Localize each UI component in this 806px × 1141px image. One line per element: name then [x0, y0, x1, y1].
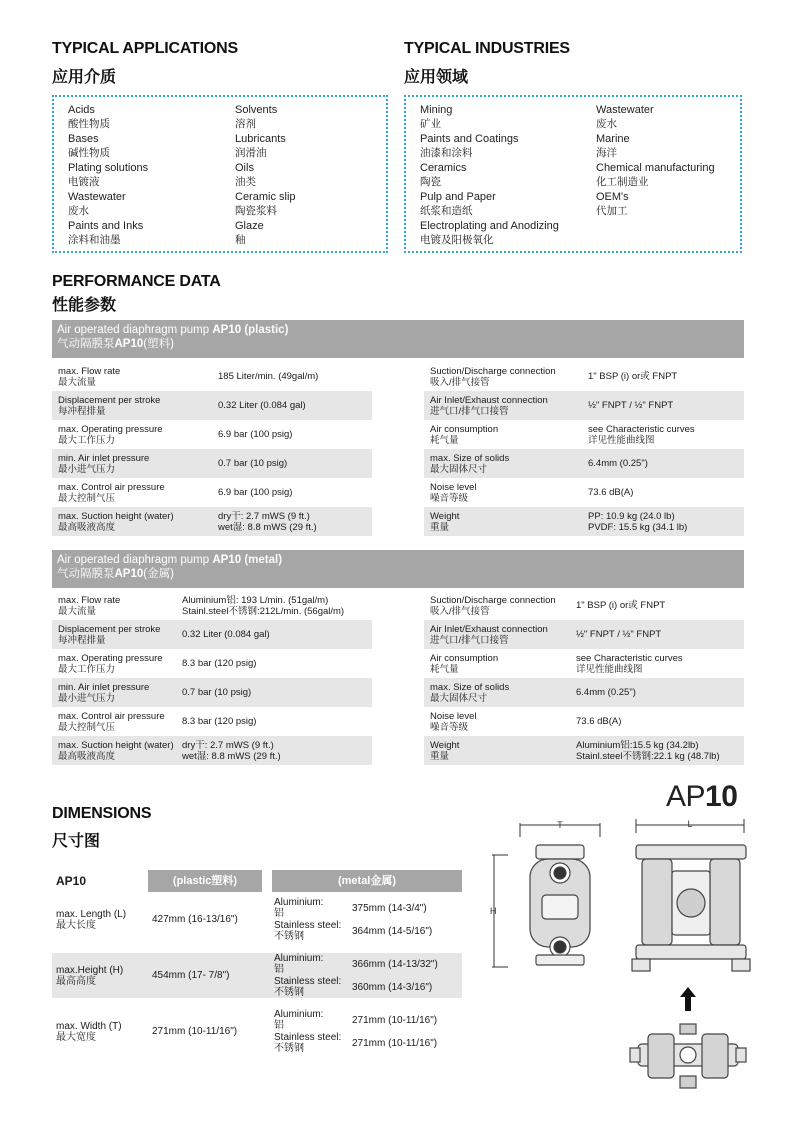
list-item-label: Solvents	[235, 104, 278, 116]
metal-value	[352, 953, 462, 975]
value-line1: 6.4mm (0.25")	[576, 687, 636, 698]
table-row	[52, 620, 372, 649]
parameter-name-cn: 重量	[430, 521, 450, 533]
value-line1: 8.3 bar (120 psig)	[182, 716, 257, 727]
parameter-name-cn: 最小进气压力	[58, 463, 116, 475]
list-item-label: Oils	[235, 162, 254, 174]
material-name: Aluminium:	[274, 953, 324, 964]
list-item-label: Plating solutions	[68, 162, 149, 174]
value-line1: PP: 10.9 kg (24.0 lb)	[588, 510, 675, 522]
dimension-name: max.Height (H)	[56, 964, 124, 976]
parameter-label	[430, 591, 580, 620]
metal-value	[352, 1032, 462, 1054]
parameter-name: Air Inlet/Exhaust connection	[430, 394, 548, 406]
band-text: Air operated diaphragm pump	[57, 324, 213, 336]
parameter-value	[588, 478, 742, 507]
table-row	[424, 620, 744, 649]
table-row	[424, 736, 744, 765]
parameter-value	[182, 707, 370, 736]
list-item-label: Mining	[420, 104, 453, 116]
list-item	[420, 161, 595, 189]
parameter-name: Suction/Discharge connection	[430, 594, 556, 606]
parameter-value	[588, 362, 742, 391]
industries-title: TYPICAL INDUSTRIES	[404, 40, 570, 57]
parameter-label	[430, 649, 580, 678]
list-item	[68, 161, 228, 189]
parameter-name-cn: 最大流量	[58, 376, 97, 388]
parameter-name: max. Size of solids	[430, 681, 510, 693]
list-item	[596, 190, 741, 218]
parameter-name: max. Control air pressure	[58, 481, 165, 493]
parameter-value	[218, 362, 370, 391]
list-item	[235, 219, 385, 247]
arrow-up-icon	[676, 985, 700, 1013]
list-item-label-cn: 溶剂	[235, 118, 256, 130]
parameter-value	[588, 391, 742, 420]
industries-list-col1	[420, 103, 595, 248]
plastic-value	[152, 953, 272, 998]
list-item-label: Wastewater	[596, 104, 654, 116]
industries-list-col2	[596, 103, 741, 219]
table-row	[424, 449, 744, 478]
dim-label-l: L	[687, 819, 693, 829]
material-name: Stainless steel:	[274, 1032, 342, 1043]
table-row	[424, 591, 744, 620]
metal-dimension: 271mm (10-11/16")	[352, 1037, 438, 1049]
parameter-value	[218, 478, 370, 507]
dimensions-model-label: AP10	[56, 874, 87, 888]
metal-value	[352, 920, 462, 942]
value-line1: ½" FNPT / ½" FNPT	[576, 629, 662, 640]
list-item-label-cn: 废水	[68, 205, 89, 217]
dimension-label	[56, 1009, 148, 1054]
list-item	[68, 219, 228, 247]
value-line1: 0.7 bar (10 psig)	[182, 687, 252, 698]
table-row	[424, 420, 744, 449]
parameter-name: max. Operating pressure	[58, 423, 163, 435]
metal-material-label	[274, 1032, 350, 1054]
value-line2: 详见性能曲线图	[588, 434, 655, 446]
parameter-name: Noise level	[430, 710, 477, 722]
parameter-label	[430, 507, 580, 536]
parameter-name-cn: 进气口/排气口接管	[430, 405, 509, 417]
band-model-cn: AP10	[114, 568, 144, 580]
parameter-label	[58, 478, 208, 507]
metal-dimension: 360mm (14-3/16")	[352, 981, 433, 993]
list-item-label: Marine	[596, 133, 630, 145]
parameter-name-cn: 吸入/排气接管	[430, 376, 490, 388]
metal-material-label	[274, 953, 350, 975]
band-variant: (plastic)	[241, 324, 289, 336]
parameter-name-cn: 耗气量	[430, 434, 459, 446]
value-line1: dry干: 2.7 mWS (9 ft.)	[182, 739, 274, 751]
material-name: Aluminium:	[274, 897, 324, 908]
parameter-name: Weight	[430, 510, 460, 522]
parameter-value	[218, 507, 370, 536]
parameter-name: max. Flow rate	[58, 594, 121, 606]
band-text-cn: 气动隔膜泵	[57, 568, 115, 580]
material-name: Stainless steel:	[274, 976, 342, 987]
dim-label-t: T	[557, 820, 563, 830]
metal-material-label	[274, 1009, 350, 1031]
value-line1: 73.6 dB(A)	[588, 487, 634, 498]
parameter-name: Air consumption	[430, 423, 499, 435]
parameter-name-cn: 最大固体尺寸	[430, 692, 488, 704]
applications-title-cn: 应用介质	[52, 69, 117, 86]
list-item-label: Glaze	[235, 220, 264, 232]
table-row	[52, 507, 372, 536]
table-row	[52, 1009, 462, 1054]
list-item	[235, 190, 385, 218]
value-line1: 73.6 dB(A)	[576, 716, 622, 727]
model-big-label-bold: 10	[705, 780, 738, 813]
list-item	[68, 190, 228, 218]
band-variant-cn: (金属)	[143, 568, 174, 580]
dimension-name-cn: 最大长度	[56, 919, 96, 931]
applications-title: TYPICAL APPLICATIONS	[52, 40, 238, 57]
metal-material-label	[274, 976, 350, 998]
parameter-value	[588, 449, 742, 478]
dimensions-title: DIMENSIONS	[52, 805, 152, 822]
value-line2: wet湿: 8.8 mWS (29 ft.)	[182, 750, 281, 762]
parameter-name: min. Air inlet pressure	[58, 681, 150, 693]
metal-material-label	[274, 920, 350, 942]
dimension-name: max. Length (L)	[56, 908, 127, 920]
list-item-label-cn: 化工制造业	[596, 176, 649, 188]
value-line2: Stainl.steel不锈钢:212L/min. (56gal/m)	[182, 605, 345, 617]
parameter-label	[58, 449, 208, 478]
list-item	[420, 219, 595, 247]
parameter-label	[430, 478, 580, 507]
table-row	[424, 707, 744, 736]
band-variant-cn: (塑料)	[143, 338, 174, 350]
plastic-dimension: 427mm (16-13/16")	[152, 914, 238, 925]
parameter-name-cn: 进气口/排气口接管	[430, 634, 509, 646]
value-line1: 0.7 bar (10 psig)	[218, 458, 288, 469]
value-line2: Stainl.steel不锈钢:22.1 kg (48.7lb)	[576, 750, 720, 762]
list-item	[235, 161, 385, 189]
parameter-name-cn: 最大控制气压	[58, 492, 116, 504]
parameter-name-cn: 每冲程排量	[58, 634, 106, 646]
list-item	[235, 132, 385, 160]
plastic-value	[152, 1009, 272, 1054]
table-row	[424, 507, 744, 536]
table-row	[424, 678, 744, 707]
band-model-cn: AP10	[114, 338, 144, 350]
value-line1: dry干: 2.7 mWS (9 ft.)	[218, 510, 310, 522]
industries-title-cn: 应用领域	[404, 69, 469, 86]
parameter-label	[430, 449, 580, 478]
material-name-cn: 铝	[274, 964, 284, 975]
parameter-name-cn: 最高吸液高度	[58, 750, 116, 762]
material-name: Stainless steel:	[274, 920, 342, 931]
plastic-band	[52, 320, 744, 358]
parameter-label	[58, 507, 208, 536]
parameter-label	[58, 420, 208, 449]
table-row	[52, 736, 372, 765]
parameter-name-cn: 吸入/排气接管	[430, 605, 490, 617]
list-item-label-cn: 海洋	[596, 147, 617, 159]
list-item-label-cn: 油漆和涂料	[420, 147, 473, 159]
table-row	[52, 391, 372, 420]
list-item	[68, 103, 228, 131]
model-big-label-light: AP	[666, 780, 706, 813]
table-row	[52, 897, 462, 942]
table-row	[52, 649, 372, 678]
band-text-cn: 气动隔膜泵	[57, 338, 115, 350]
value-line1: Aluminium铝: 193 L/min. (51gal/m)	[182, 594, 329, 606]
applications-list-col1	[68, 103, 228, 248]
list-item	[596, 132, 741, 160]
list-item-label-cn: 代加工	[596, 205, 628, 217]
list-item-label: Chemical manufacturing	[596, 162, 715, 174]
value-line1: 0.32 Liter (0.084 gal)	[182, 629, 270, 640]
list-item-label-cn: 涂料和油墨	[68, 234, 121, 246]
plastic-value	[152, 897, 272, 942]
parameter-name: Weight	[430, 739, 460, 751]
parameter-value	[576, 678, 742, 707]
metal-dimension: 375mm (14-3/4")	[352, 902, 427, 914]
dimensions-title-cn: 尺寸图	[52, 833, 101, 850]
list-item-label: Electroplating and Anodizing	[420, 220, 559, 232]
material-name-cn: 不锈钢	[274, 1043, 304, 1054]
metal-value	[352, 897, 462, 919]
band-text: Air operated diaphragm pump	[57, 554, 213, 566]
parameter-name: Displacement per stroke	[58, 623, 161, 635]
parameter-value	[576, 649, 742, 678]
list-item-label-cn: 酸性物质	[68, 118, 110, 130]
parameter-value	[588, 507, 742, 536]
parameter-value	[182, 591, 370, 620]
list-item	[235, 103, 385, 131]
metal-dimension: 366mm (14-13/32")	[352, 958, 438, 970]
list-item	[420, 103, 595, 131]
value-line1: 6.9 bar (100 psig)	[218, 487, 293, 498]
parameter-name: min. Air inlet pressure	[58, 452, 150, 464]
parameter-value	[588, 420, 742, 449]
parameter-name-cn: 最大工作压力	[58, 434, 116, 446]
list-item-label: Bases	[68, 133, 99, 145]
list-item-label-cn: 电镀液	[68, 176, 100, 188]
performance-title: PERFORMANCE DATA	[52, 273, 221, 290]
value-line1: ½" FNPT / ½" FNPT	[588, 400, 674, 411]
table-row	[52, 362, 372, 391]
parameter-name: max. Flow rate	[58, 365, 121, 377]
table-row	[52, 449, 372, 478]
metal-value	[352, 1009, 462, 1031]
list-item-label-cn: 釉	[235, 234, 246, 246]
list-item	[68, 132, 228, 160]
model-big-label	[666, 780, 737, 814]
parameter-name-cn: 耗气量	[430, 663, 459, 675]
value-line2: wet湿: 8.8 mWS (29 ft.)	[218, 521, 317, 533]
pump-front-view-drawing	[628, 815, 753, 980]
list-item	[420, 190, 595, 218]
dimensions-plastic-header: (plastic塑料)	[148, 870, 262, 892]
material-name-cn: 不锈钢	[274, 931, 304, 942]
parameter-name-cn: 最大控制气压	[58, 721, 116, 733]
table-row	[52, 420, 372, 449]
parameter-value	[218, 449, 370, 478]
plastic-dimension: 271mm (10-11/16")	[152, 1026, 238, 1037]
table-row	[52, 591, 372, 620]
value-line1: 6.4mm (0.25")	[588, 458, 648, 469]
list-item-label-cn: 润滑油	[235, 147, 267, 159]
dimension-name: max. Width (T)	[56, 1020, 122, 1032]
list-item-label-cn: 陶瓷	[420, 176, 441, 188]
parameter-name: Suction/Discharge connection	[430, 365, 556, 377]
parameter-name-cn: 最大固体尺寸	[430, 463, 488, 475]
parameter-name: Noise level	[430, 481, 477, 493]
parameter-name-cn: 最小进气压力	[58, 692, 116, 704]
list-item-label: Wastewater	[68, 191, 126, 203]
list-item-label-cn: 电镀及阳极氧化	[420, 234, 494, 246]
value-line1: 1" BSP (i) or或 FNPT	[576, 600, 666, 611]
list-item-label-cn: 油类	[235, 176, 256, 188]
dimension-name-cn: 最大宽度	[56, 1031, 96, 1043]
parameter-name-cn: 最高吸液高度	[58, 521, 116, 533]
metal-material-label	[274, 897, 350, 919]
list-item	[596, 103, 741, 131]
list-item-label: Paints and Coatings	[420, 133, 519, 145]
value-line1: 1" BSP (i) or或 FNPT	[588, 371, 678, 382]
parameter-name: max. Size of solids	[430, 452, 510, 464]
parameter-label	[430, 736, 580, 765]
value-line1: 0.32 Liter (0.084 gal)	[218, 400, 306, 411]
pump-side-view-drawing	[486, 815, 606, 975]
parameter-label	[430, 707, 580, 736]
value-line1: see Characteristic curves	[588, 423, 695, 435]
dimension-name-cn: 最高高度	[56, 975, 96, 987]
metal-dimension: 271mm (10-11/16")	[352, 1014, 438, 1026]
list-item-label-cn: 废水	[596, 118, 617, 130]
parameter-name: max. Suction height (water)	[58, 510, 174, 522]
value-line1: 8.3 bar (120 psig)	[182, 658, 257, 669]
parameter-value	[182, 678, 370, 707]
parameter-value	[182, 736, 370, 765]
parameter-label	[58, 362, 208, 391]
parameter-value	[576, 736, 742, 765]
parameter-value	[576, 620, 742, 649]
parameter-name-cn: 重量	[430, 750, 450, 762]
value-line2: 详见性能曲线图	[576, 663, 643, 675]
dim-label-h: H	[490, 906, 497, 916]
table-row	[52, 478, 372, 507]
parameter-name-cn: 噪音等级	[430, 721, 469, 733]
value-line1: Aluminium铝:15.5 kg (34.2lb)	[576, 739, 699, 751]
material-name-cn: 铝	[274, 1020, 284, 1031]
parameter-value	[218, 420, 370, 449]
list-item-label-cn: 陶瓷浆料	[235, 205, 277, 217]
list-item-label: Ceramic slip	[235, 191, 296, 203]
parameter-value	[576, 591, 742, 620]
parameter-name-cn: 每冲程排量	[58, 405, 106, 417]
value-line1: 6.9 bar (100 psig)	[218, 429, 293, 440]
parameter-label	[430, 678, 580, 707]
parameter-name: max. Suction height (water)	[58, 739, 174, 751]
table-row	[52, 707, 372, 736]
list-item-label-cn: 碱性物质	[68, 147, 110, 159]
parameter-name-cn: 最大流量	[58, 605, 97, 617]
list-item-label-cn: 矿业	[420, 118, 441, 130]
applications-list-col2	[235, 103, 385, 248]
parameter-value	[218, 391, 370, 420]
parameter-label	[58, 391, 208, 420]
list-item-label: Pulp and Paper	[420, 191, 496, 203]
list-item-label: Acids	[68, 104, 95, 116]
parameter-name: max. Control air pressure	[58, 710, 165, 722]
parameter-name: Air consumption	[430, 652, 499, 664]
parameter-label	[430, 362, 580, 391]
table-row	[52, 678, 372, 707]
band-model: AP10	[212, 324, 242, 336]
material-name: Aluminium:	[274, 1009, 324, 1020]
table-row	[424, 478, 744, 507]
parameter-name: max. Operating pressure	[58, 652, 163, 664]
table-row	[424, 649, 744, 678]
dimensions-metal-header: (metal金属)	[272, 870, 462, 892]
value-line1: see Characteristic curves	[576, 652, 683, 664]
parameter-value	[576, 707, 742, 736]
parameter-name: Air Inlet/Exhaust connection	[430, 623, 548, 635]
list-item	[420, 132, 595, 160]
parameter-label	[430, 391, 580, 420]
band-model: AP10	[212, 554, 242, 566]
metal-band	[52, 550, 744, 588]
table-row	[52, 953, 462, 998]
material-name-cn: 不锈钢	[274, 987, 304, 998]
performance-title-cn: 性能参数	[52, 297, 117, 314]
table-row	[424, 362, 744, 391]
table-row	[424, 391, 744, 420]
metal-dimension: 364mm (14-5/16")	[352, 925, 433, 937]
pump-top-view-drawing	[628, 1020, 748, 1092]
plastic-dimension: 454mm (17- 7/8")	[152, 970, 230, 981]
dimension-label	[56, 953, 148, 998]
list-item-label: Ceramics	[420, 162, 467, 174]
value-line1: 185 Liter/min. (49gal/m)	[218, 371, 319, 382]
metal-value	[352, 976, 462, 998]
value-line2: PVDF: 15.5 kg (34.1 lb)	[588, 521, 688, 533]
list-item	[596, 161, 741, 189]
list-item-label-cn: 纸浆和造纸	[420, 205, 473, 217]
list-item-label: Paints and Inks	[68, 220, 144, 232]
parameter-name: Displacement per stroke	[58, 394, 161, 406]
parameter-label	[430, 620, 580, 649]
parameter-name-cn: 噪音等级	[430, 492, 469, 504]
list-item-label: Lubricants	[235, 133, 286, 145]
parameter-value	[182, 620, 370, 649]
list-item-label: OEM's	[596, 191, 629, 203]
parameter-value	[182, 649, 370, 678]
band-variant: (metal)	[241, 554, 283, 566]
material-name-cn: 铝	[274, 908, 284, 919]
parameter-label	[430, 420, 580, 449]
dimension-label	[56, 897, 148, 942]
parameter-name-cn: 最大工作压力	[58, 663, 116, 675]
